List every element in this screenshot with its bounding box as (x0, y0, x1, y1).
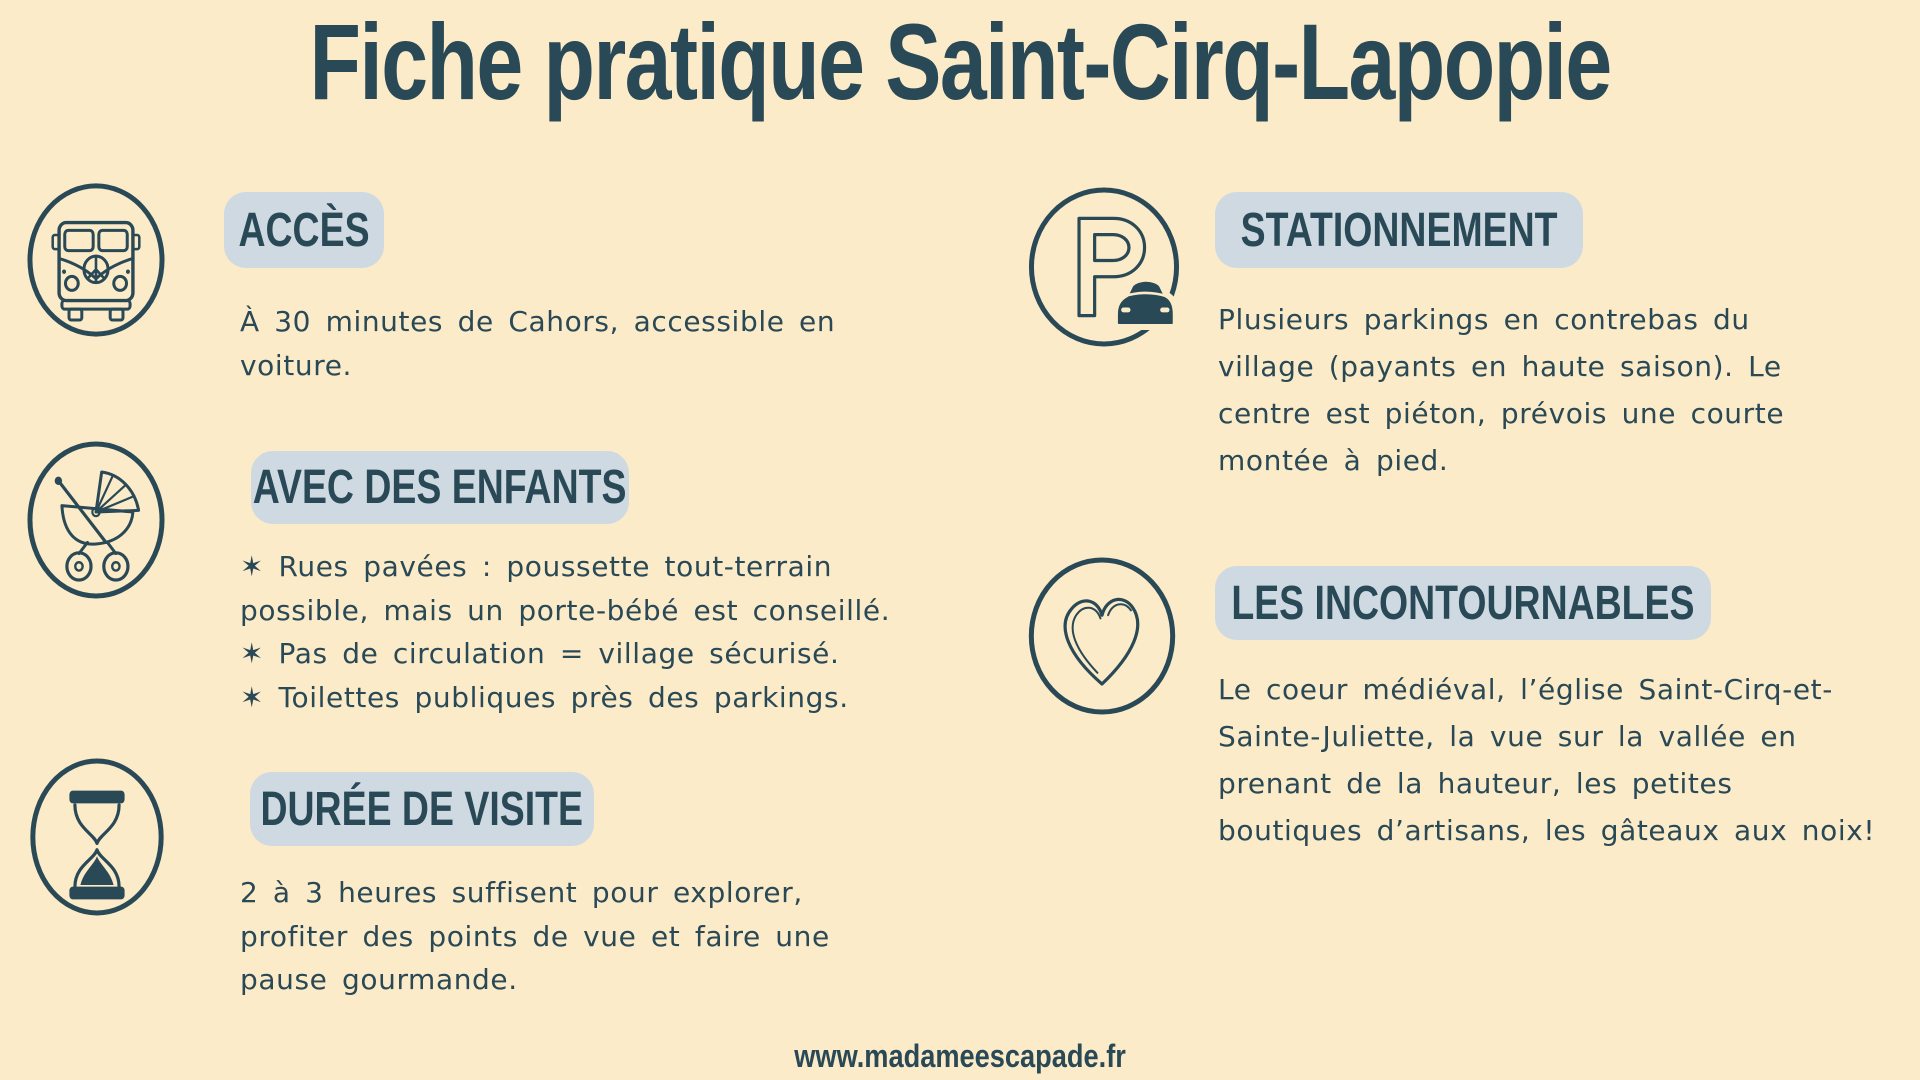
body-line: profiter des points de vue et faire une (240, 919, 830, 953)
body-line: boutiques d’artisans, les gâteaux aux noix! (1218, 814, 1876, 847)
parking-icon (1026, 186, 1182, 348)
section-label-acces: ACCÈS (224, 192, 384, 268)
section-body-stationnement (1218, 296, 1784, 484)
website-footer: www.madameescapade.fr (794, 1038, 1126, 1074)
stroller-icon (25, 440, 167, 600)
section-body-incontournables (1218, 666, 1875, 854)
body-line: pause gourmande. (240, 963, 518, 996)
body-line: prenant de la hauteur, les petites (1218, 767, 1733, 800)
section-label-stationnement: STATIONNEMENT (1215, 192, 1583, 268)
section-label-enfants: AVEC DES ENFANTS (251, 451, 629, 524)
body-line: village (payants en haute saison). Le (1218, 350, 1782, 383)
body-line: Plusieurs parkings en contrebas du (1218, 303, 1750, 336)
section-body-duree (240, 871, 830, 1002)
body-line: Sainte-Juliette, la vue sur la vallée en (1218, 720, 1797, 753)
body-line: 2 à 3 heures suffisent pour explorer, (240, 876, 803, 909)
body-line: ✶ Toilettes publiques près des parkings. (240, 680, 849, 714)
body-line: ✶ Pas de circulation = village sécurisé. (240, 637, 840, 670)
body-line: montée à pied. (1218, 444, 1449, 477)
page-title: Fiche pratique Saint-Cirq-Lapopie (309, 0, 1611, 122)
hourglass-icon (28, 757, 166, 917)
body-line: Le coeur médiéval, l’église Saint-Cirq-et- (1218, 673, 1833, 706)
camper-van-icon (25, 182, 167, 338)
section-label-incontournables: LES INCONTOURNABLES (1215, 566, 1711, 640)
body-line: À 30 minutes de Cahors, accessible en (240, 305, 836, 338)
section-body-enfants (240, 545, 890, 719)
body-line: voiture. (240, 348, 353, 382)
section-label-duree: DURÉE DE VISITE (250, 772, 594, 846)
body-line: possible, mais un porte-bébé est conseillé. (240, 593, 891, 627)
body-line: ✶ Rues pavées : poussette tout-terrain (240, 550, 833, 583)
body-line: centre est piéton, prévois une courte (1218, 397, 1785, 430)
section-body-acces (240, 300, 835, 387)
heart-icon (1026, 556, 1178, 716)
